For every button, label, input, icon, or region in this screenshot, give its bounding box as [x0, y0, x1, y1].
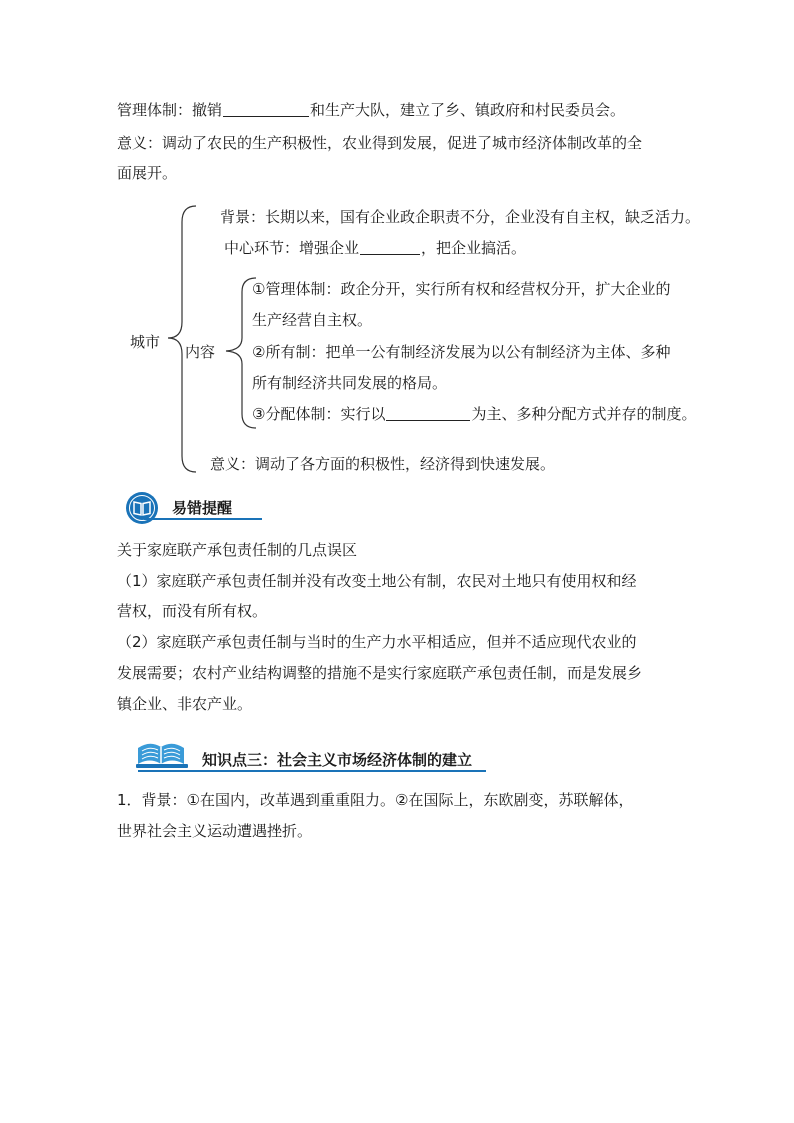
text: 为主、多种分配方式并存的制度。: [471, 405, 697, 423]
reminder-p1-line-2: 营权，而没有所有权。: [117, 602, 268, 620]
significance-line-2: 面展开。: [117, 164, 178, 182]
city-background: 背景：长期以来，国有企业政企职责不分，企业没有自主权，缺乏活力。: [220, 208, 701, 226]
city-center-link: [224, 238, 526, 258]
text: ，把企业搞活。: [421, 239, 527, 257]
book-stack-icon: [134, 738, 190, 774]
text: 和生产大队，建立了乡、镇政府和村民委员会。: [310, 101, 626, 119]
reminder-p2-line-3: 镇企业、非农产业。: [117, 695, 253, 713]
reminder-p2-line-2: 发展需要；农村产业结构调整的措施不是实行家庭联产承包责任制，而是发展乡: [117, 664, 643, 682]
knowledge-title: 知识点三：社会主义市场经济体制的建立: [202, 751, 473, 769]
fill-blank[interactable]: [386, 406, 470, 421]
text: ③分配体制：实行以: [252, 405, 386, 423]
outer-brace: [168, 206, 196, 472]
fill-blank[interactable]: [360, 240, 420, 255]
text: 管理体制：撤销: [117, 101, 223, 119]
knowledge-bg-line-1: 1．背景：①在国内，改革遇到重重阻力。②在国际上，东欧剧变，苏联解体，: [117, 791, 634, 809]
reminder-title: 易错提醒: [172, 499, 233, 517]
reminder-underline: [144, 518, 262, 520]
content-item-2-line-2: 所有制经济共同发展的格局。: [252, 374, 448, 392]
reminder-p2-line-1: （2）家庭联产承包责任制与当时的生产力水平相适应，但并不适应现代农业的: [117, 633, 637, 651]
reminder-p1-line-1: （1）家庭联产承包责任制并没有改变土地公有制，农民对土地只有使用权和经: [117, 572, 637, 590]
content-item-2-line-1: ②所有制：把单一公有制经济发展为以公有制经济为主体、多种: [252, 343, 671, 361]
content-item-1-line-2: 生产经营自主权。: [252, 311, 373, 329]
city-significance: 意义：调动了各方面的积极性，经济得到快速发展。: [210, 455, 556, 473]
significance-line-1: 意义：调动了农民的生产积极性，农业得到发展，促进了城市经济体制改革的全: [117, 134, 643, 152]
knowledge-bg-line-2: 世界社会主义运动遭遇挫折。: [117, 822, 313, 840]
city-label: 城市: [130, 333, 161, 351]
knowledge-underline: [138, 770, 486, 772]
reminder-intro: 关于家庭联产承包责任制的几点误区: [117, 541, 358, 559]
book-open-icon: [124, 490, 160, 526]
content-item-1-line-1: ①管理体制：政企分开，实行所有权和经营权分开，扩大企业的: [252, 280, 671, 298]
content-label: 内容: [185, 343, 216, 361]
text: 中心环节：增强企业: [224, 239, 360, 257]
content-item-3: [252, 404, 696, 424]
